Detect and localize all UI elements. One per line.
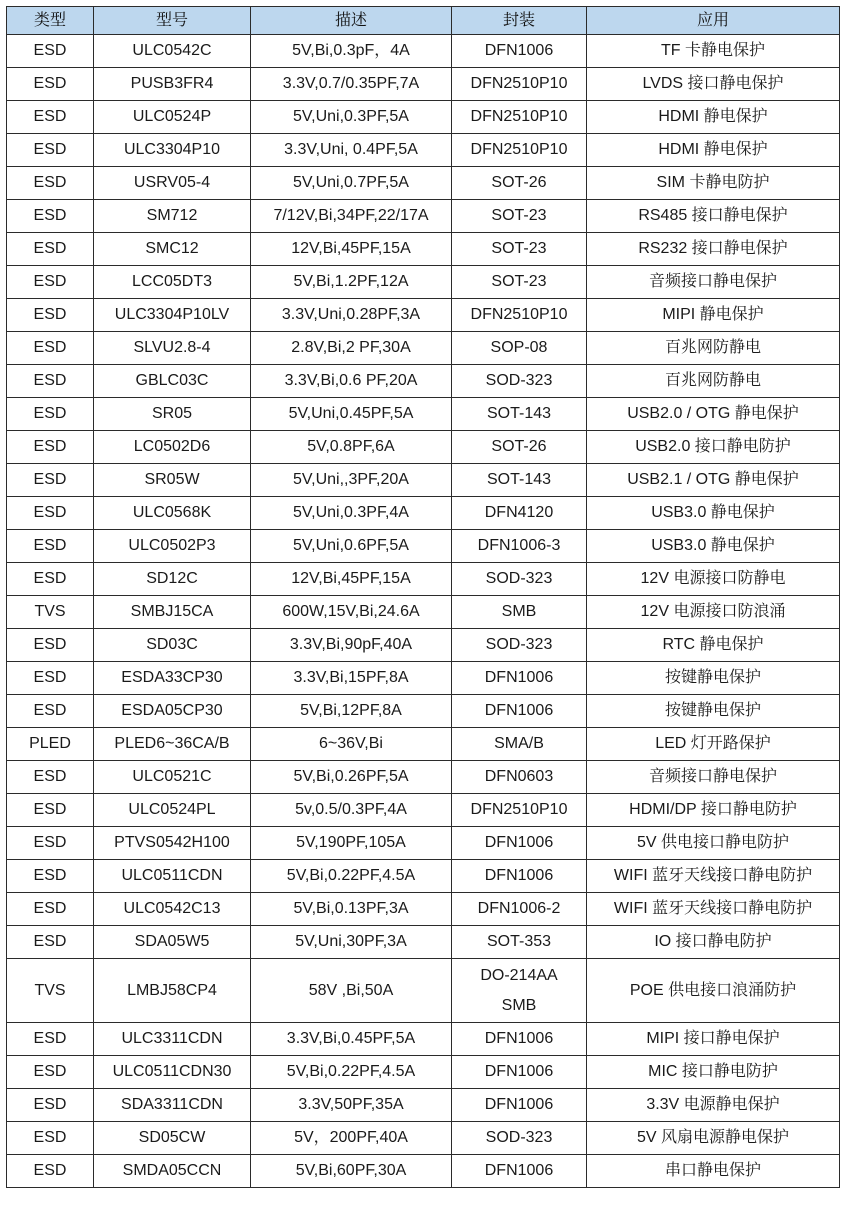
table-row <box>7 1023 840 1056</box>
cell-description: 3.3V,Uni, 0.4PF,5A <box>251 134 452 167</box>
cell-package <box>452 497 587 530</box>
cell-package <box>452 761 587 794</box>
cell-type: ESD <box>7 497 94 530</box>
table-row <box>7 134 840 167</box>
table-row <box>7 365 840 398</box>
cell-type: ESD <box>7 233 94 266</box>
cell-description: 600W,15V,Bi,24.6A <box>251 596 452 629</box>
package-line: SOT-143 <box>486 405 552 422</box>
package-line: SOT-143 <box>486 471 552 488</box>
cell-description: 3.3V,Bi,15PF,8A <box>251 662 452 695</box>
cell-description: 5V,Bi,0.22PF,4.5A <box>251 860 452 893</box>
cell-package <box>452 728 587 761</box>
cell-description: 5V,Uni,0.3PF,5A <box>251 101 452 134</box>
cell-package <box>452 332 587 365</box>
table-row <box>7 530 840 563</box>
cell-model: SR05 <box>94 398 251 431</box>
table-row <box>7 266 840 299</box>
cell-model: USRV05-4 <box>94 167 251 200</box>
package-line: SMA/B <box>494 735 544 752</box>
cell-application: POE 供电接口浪涌防护 <box>587 959 840 1023</box>
cell-type: ESD <box>7 860 94 893</box>
table-row <box>7 695 840 728</box>
header-model: 型号 <box>94 7 251 35</box>
cell-application: RTC 静电保护 <box>587 629 840 662</box>
cell-application: USB3.0 静电保护 <box>587 530 840 563</box>
cell-package <box>452 662 587 695</box>
cell-model: SM712 <box>94 200 251 233</box>
cell-package <box>452 68 587 101</box>
cell-package <box>452 695 587 728</box>
cell-package <box>452 926 587 959</box>
cell-description: 5V,Bi,1.2PF,12A <box>251 266 452 299</box>
cell-type: ESD <box>7 1122 94 1155</box>
table-row <box>7 860 840 893</box>
table-row <box>7 332 840 365</box>
table-row <box>7 563 840 596</box>
cell-application: 音频接口静电保护 <box>587 266 840 299</box>
cell-application: MIC 接口静电防护 <box>587 1056 840 1089</box>
cell-description: 5V,Uni,30PF,3A <box>251 926 452 959</box>
cell-type: PLED <box>7 728 94 761</box>
table-body <box>7 35 840 1188</box>
cell-application: SIM 卡静电防护 <box>587 167 840 200</box>
cell-application: 5V 风扇电源静电保护 <box>587 1122 840 1155</box>
cell-model: ULC3304P10 <box>94 134 251 167</box>
cell-application: 3.3V 电源静电保护 <box>587 1089 840 1122</box>
cell-type: ESD <box>7 827 94 860</box>
table-row <box>7 893 840 926</box>
cell-description: 12V,Bi,45PF,15A <box>251 233 452 266</box>
table-row <box>7 1122 840 1155</box>
table-row <box>7 827 840 860</box>
cell-model: ULC0524P <box>94 101 251 134</box>
cell-package <box>452 266 587 299</box>
cell-description: 6~36V,Bi <box>251 728 452 761</box>
protection-device-table <box>6 6 840 1188</box>
cell-type: ESD <box>7 200 94 233</box>
cell-description: 5V,Uni,0.6PF,5A <box>251 530 452 563</box>
spec-sheet <box>6 6 840 1188</box>
cell-package <box>452 134 587 167</box>
cell-application: IO 接口静电防护 <box>587 926 840 959</box>
cell-type: ESD <box>7 695 94 728</box>
package-line: DFN1006 <box>484 1096 554 1113</box>
cell-package <box>452 464 587 497</box>
table-row <box>7 497 840 530</box>
cell-type: ESD <box>7 1089 94 1122</box>
package-line: DFN4120 <box>484 504 554 521</box>
header-application: 应用 <box>587 7 840 35</box>
cell-description: 3.3V,Bi,0.6 PF,20A <box>251 365 452 398</box>
package-line: DFN2510P10 <box>470 75 568 92</box>
cell-package <box>452 530 587 563</box>
package-line: DFN1006 <box>484 1162 554 1179</box>
cell-package <box>452 959 587 1023</box>
cell-package <box>452 1023 587 1056</box>
cell-package <box>452 431 587 464</box>
cell-model: ULC0511CDN <box>94 860 251 893</box>
table-row <box>7 68 840 101</box>
cell-model: LCC05DT3 <box>94 266 251 299</box>
cell-package <box>452 893 587 926</box>
cell-model: SD03C <box>94 629 251 662</box>
table-row <box>7 299 840 332</box>
package-line: SOT-26 <box>491 174 547 191</box>
cell-description: 12V,Bi,45PF,15A <box>251 563 452 596</box>
table-row <box>7 629 840 662</box>
header-package: 封装 <box>452 7 587 35</box>
cell-package <box>452 167 587 200</box>
cell-package <box>452 596 587 629</box>
cell-type: ESD <box>7 398 94 431</box>
cell-package <box>452 1089 587 1122</box>
cell-application: LVDS 接口静电保护 <box>587 68 840 101</box>
table-header <box>7 7 840 35</box>
header-row <box>7 7 840 35</box>
package-line: SOD-323 <box>485 636 553 653</box>
cell-package <box>452 1155 587 1188</box>
table-row <box>7 926 840 959</box>
cell-type: ESD <box>7 761 94 794</box>
cell-model: ULC3311CDN <box>94 1023 251 1056</box>
cell-type: ESD <box>7 266 94 299</box>
package-line: DFN1006 <box>484 1063 554 1080</box>
cell-description: 5V,Bi,0.3pF，4A <box>251 35 452 68</box>
table-row <box>7 1089 840 1122</box>
cell-type: ESD <box>7 530 94 563</box>
cell-type: ESD <box>7 662 94 695</box>
cell-description: 5v,0.5/0.3PF,4A <box>251 794 452 827</box>
package-line: SMB <box>501 603 537 620</box>
cell-application: 5V 供电接口静电防护 <box>587 827 840 860</box>
cell-model: PTVS0542H100 <box>94 827 251 860</box>
cell-model: SMBJ15CA <box>94 596 251 629</box>
cell-description: 3.3V,Bi,90pF,40A <box>251 629 452 662</box>
cell-type: ESD <box>7 563 94 596</box>
cell-model: ULC0521C <box>94 761 251 794</box>
cell-description: 5V,Uni,,3PF,20A <box>251 464 452 497</box>
cell-description: 5V,Bi,0.13PF,3A <box>251 893 452 926</box>
cell-type: ESD <box>7 332 94 365</box>
cell-description: 5V,Bi,0.26PF,5A <box>251 761 452 794</box>
cell-model: ULC0542C13 <box>94 893 251 926</box>
cell-application: HDMI 静电保护 <box>587 134 840 167</box>
package-line: SOT-353 <box>486 933 552 950</box>
cell-application: WIFI 蓝牙天线接口静电防护 <box>587 893 840 926</box>
cell-package <box>452 101 587 134</box>
cell-package <box>452 629 587 662</box>
package-line: DFN2510P10 <box>470 306 568 323</box>
cell-model: ESDA05CP30 <box>94 695 251 728</box>
cell-model: LC0502D6 <box>94 431 251 464</box>
table-row <box>7 1155 840 1188</box>
cell-application: 串口静电保护 <box>587 1155 840 1188</box>
cell-application: 12V 电源接口防浪涌 <box>587 596 840 629</box>
cell-model: ULC0524PL <box>94 794 251 827</box>
cell-model: GBLC03C <box>94 365 251 398</box>
package-line: DFN2510P10 <box>470 141 568 158</box>
cell-application: USB3.0 静电保护 <box>587 497 840 530</box>
cell-package <box>452 794 587 827</box>
cell-type: ESD <box>7 299 94 332</box>
cell-package <box>452 860 587 893</box>
cell-model: SMC12 <box>94 233 251 266</box>
cell-model: ULC3304P10LV <box>94 299 251 332</box>
cell-package <box>452 35 587 68</box>
cell-package <box>452 398 587 431</box>
package-line: SOD-323 <box>485 1129 553 1146</box>
table-row <box>7 728 840 761</box>
cell-description: 5V,Uni,0.45PF,5A <box>251 398 452 431</box>
cell-type: ESD <box>7 794 94 827</box>
cell-description: 2.8V,Bi,2 PF,30A <box>251 332 452 365</box>
table-row <box>7 431 840 464</box>
cell-type: TVS <box>7 596 94 629</box>
cell-description: 5V,Uni,0.3PF,4A <box>251 497 452 530</box>
header-description: 描述 <box>251 7 452 35</box>
package-line: SOT-23 <box>491 240 547 257</box>
cell-application: MIPI 静电保护 <box>587 299 840 332</box>
cell-description: 5V,190PF,105A <box>251 827 452 860</box>
cell-type: ESD <box>7 893 94 926</box>
cell-type: ESD <box>7 167 94 200</box>
table-row <box>7 761 840 794</box>
cell-model: PUSB3FR4 <box>94 68 251 101</box>
cell-application: 12V 电源接口防静电 <box>587 563 840 596</box>
package-line: DFN1006 <box>484 669 554 686</box>
cell-model: SDA05W5 <box>94 926 251 959</box>
cell-application: TF 卡静电保护 <box>587 35 840 68</box>
cell-description: 5V,0.8PF,6A <box>251 431 452 464</box>
cell-package <box>452 1122 587 1155</box>
package-line: DFN1006 <box>484 42 554 59</box>
package-line: SOT-26 <box>491 438 547 455</box>
cell-description: 5V,Uni,0.7PF,5A <box>251 167 452 200</box>
cell-description: 5V,Bi,60PF,30A <box>251 1155 452 1188</box>
package-line: DFN0603 <box>484 768 554 785</box>
cell-type: ESD <box>7 68 94 101</box>
cell-application: USB2.0 / OTG 静电保护 <box>587 398 840 431</box>
table-row <box>7 35 840 68</box>
cell-application: 按键静电保护 <box>587 662 840 695</box>
cell-model: ULC0568K <box>94 497 251 530</box>
cell-type: ESD <box>7 1023 94 1056</box>
cell-application: MIPI 接口静电保护 <box>587 1023 840 1056</box>
cell-model: PLED6~36CA/B <box>94 728 251 761</box>
cell-package <box>452 1056 587 1089</box>
cell-application: HDMI/DP 接口静电防护 <box>587 794 840 827</box>
table-row <box>7 1056 840 1089</box>
cell-package <box>452 200 587 233</box>
cell-application: HDMI 静电保护 <box>587 101 840 134</box>
cell-application: RS232 接口静电保护 <box>587 233 840 266</box>
cell-package <box>452 827 587 860</box>
cell-package <box>452 365 587 398</box>
table-row <box>7 794 840 827</box>
cell-type: ESD <box>7 629 94 662</box>
table-row <box>7 200 840 233</box>
cell-application: 百兆网防静电 <box>587 365 840 398</box>
package-line: DFN1006 <box>484 702 554 719</box>
cell-model: SD12C <box>94 563 251 596</box>
cell-description: 3.3V,0.7/0.35PF,7A <box>251 68 452 101</box>
cell-type: ESD <box>7 1155 94 1188</box>
table-row <box>7 233 840 266</box>
cell-type: ESD <box>7 134 94 167</box>
cell-application: 按键静电保护 <box>587 695 840 728</box>
cell-model: LMBJ58CP4 <box>94 959 251 1023</box>
package-line: DFN2510P10 <box>470 108 568 125</box>
cell-application: LED 灯开路保护 <box>587 728 840 761</box>
cell-type: ESD <box>7 926 94 959</box>
cell-package <box>452 563 587 596</box>
package-line: DFN1006 <box>484 834 554 851</box>
package-line: SOP-08 <box>490 339 548 356</box>
cell-package <box>452 299 587 332</box>
cell-model: ESDA33CP30 <box>94 662 251 695</box>
cell-application: USB2.1 / OTG 静电保护 <box>587 464 840 497</box>
cell-package <box>452 233 587 266</box>
cell-application: RS485 接口静电保护 <box>587 200 840 233</box>
cell-application: WIFI 蓝牙天线接口静电防护 <box>587 860 840 893</box>
header-type: 类型 <box>7 7 94 35</box>
package-line: DFN1006-3 <box>477 537 561 554</box>
cell-model: SD05CW <box>94 1122 251 1155</box>
cell-description: 3.3V,Bi,0.45PF,5A <box>251 1023 452 1056</box>
cell-model: SR05W <box>94 464 251 497</box>
table-row <box>7 959 840 1023</box>
cell-description: 3.3V,50PF,35A <box>251 1089 452 1122</box>
cell-type: TVS <box>7 959 94 1023</box>
package-line: DFN1006-2 <box>477 900 561 917</box>
cell-model: ULC0511CDN30 <box>94 1056 251 1089</box>
cell-model: SMDA05CCN <box>94 1155 251 1188</box>
cell-application: USB2.0 接口静电防护 <box>587 431 840 464</box>
cell-description: 3.3V,Uni,0.28PF,3A <box>251 299 452 332</box>
cell-type: ESD <box>7 101 94 134</box>
package-line: SMB <box>501 996 537 1014</box>
cell-type: ESD <box>7 35 94 68</box>
table-row <box>7 596 840 629</box>
table-row <box>7 167 840 200</box>
cell-description: 58V ,Bi,50A <box>251 959 452 1023</box>
table-row <box>7 464 840 497</box>
cell-description: 5V,Bi,0.22PF,4.5A <box>251 1056 452 1089</box>
cell-type: ESD <box>7 431 94 464</box>
cell-model: ULC0542C <box>94 35 251 68</box>
package-line: SOD-323 <box>485 372 553 389</box>
cell-description: 5V，200PF,40A <box>251 1122 452 1155</box>
package-line: SOD-323 <box>485 570 553 587</box>
package-line: SOT-23 <box>491 273 547 290</box>
cell-type: ESD <box>7 464 94 497</box>
cell-application: 音频接口静电保护 <box>587 761 840 794</box>
package-line: DO-214AA <box>480 966 558 984</box>
cell-description: 5V,Bi,12PF,8A <box>251 695 452 728</box>
cell-application: 百兆网防静电 <box>587 332 840 365</box>
cell-model: SLVU2.8-4 <box>94 332 251 365</box>
cell-description: 7/12V,Bi,34PF,22/17A <box>251 200 452 233</box>
package-line: DFN1006 <box>484 1030 554 1047</box>
table-row <box>7 101 840 134</box>
package-line: DFN2510P10 <box>470 801 568 818</box>
package-line: SOT-23 <box>491 207 547 224</box>
package-line: DFN1006 <box>484 867 554 884</box>
cell-type: ESD <box>7 365 94 398</box>
cell-type: ESD <box>7 1056 94 1089</box>
cell-model: SDA3311CDN <box>94 1089 251 1122</box>
table-row <box>7 398 840 431</box>
table-row <box>7 662 840 695</box>
cell-model: ULC0502P3 <box>94 530 251 563</box>
